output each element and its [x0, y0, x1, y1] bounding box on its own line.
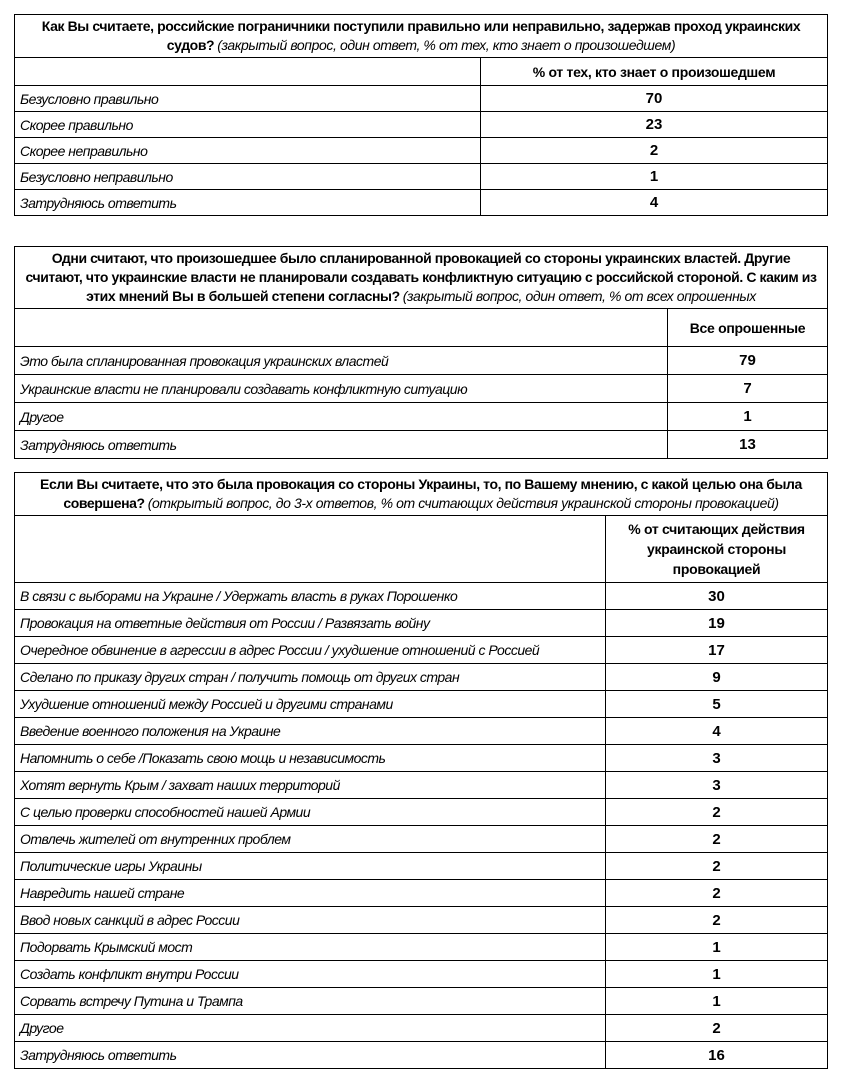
row-label: Затрудняюсь ответить — [15, 1042, 606, 1069]
row-value: 3 — [606, 745, 828, 772]
row-value: 2 — [606, 1015, 828, 1042]
row-value: 1 — [668, 403, 828, 431]
column-header: % от тех, кто знает о произошедшем — [481, 58, 828, 86]
row-label: Напомнить о себе /Показать свою мощь и независимость — [15, 745, 606, 772]
row-label: Очередное обвинение в агрессии в адрес России / ухудшение отношений с Россией — [15, 637, 606, 664]
column-header: Все опрошенные — [668, 309, 828, 347]
row-value: 2 — [481, 138, 828, 164]
question-header-row — [15, 473, 828, 516]
table-row — [15, 610, 828, 637]
question-text: Одни считают, что произошедшее было спланированной провокацией со стороны украинских властей. Другие считают, что украинские власти не планировали создавать конфликтную ситуацию с российской стороной. С каким из этих мнений Вы в большей степени согласны? — [25, 250, 817, 304]
row-label: В связи с выборами на Украине / Удержать власть в руках Порошенко — [15, 583, 606, 610]
question-note: (открытый вопрос, до 3-х ответов, % от считающих действия украинской стороны провокацией) — [147, 495, 779, 511]
row-label: Безусловно правильно — [15, 86, 481, 112]
row-value: 2 — [606, 826, 828, 853]
row-label: Политические игры Украины — [15, 853, 606, 880]
table-body — [15, 583, 828, 1069]
row-label: Отвлечь жителей от внутренних проблем — [15, 826, 606, 853]
table-row — [15, 190, 828, 216]
empty-cell — [15, 58, 481, 86]
empty-cell — [15, 516, 606, 583]
row-label: Другое — [15, 403, 668, 431]
row-label: Другое — [15, 1015, 606, 1042]
question-header-row — [15, 15, 828, 58]
question-text: Как Вы считаете, российские пограничники поступили правильно или неправильно, задержав проход украинских судов? — [41, 18, 801, 53]
row-value: 1 — [606, 934, 828, 961]
row-label: Ухудшение отношений между Россией и другими странами — [15, 691, 606, 718]
table-row — [15, 988, 828, 1015]
empty-cell — [15, 309, 668, 347]
row-value: 1 — [606, 988, 828, 1015]
row-value: 9 — [606, 664, 828, 691]
table-row — [15, 347, 828, 375]
row-label: Сорвать встречу Путина и Трампа — [15, 988, 606, 1015]
table-row — [15, 718, 828, 745]
table-row — [15, 961, 828, 988]
column-header-row — [15, 58, 828, 86]
row-value: 4 — [481, 190, 828, 216]
table-row — [15, 853, 828, 880]
table-row — [15, 664, 828, 691]
table-row — [15, 431, 828, 459]
row-label: Ввод новых санкций в адрес России — [15, 907, 606, 934]
row-label: Это была спланированная провокация украинских властей — [15, 347, 668, 375]
table-row — [15, 164, 828, 190]
table-row — [15, 772, 828, 799]
table-row — [15, 1042, 828, 1069]
table-row — [15, 907, 828, 934]
survey-table-provocation-opinion — [14, 246, 828, 459]
row-label: Введение военного положения на Украине — [15, 718, 606, 745]
row-value: 5 — [606, 691, 828, 718]
row-value: 1 — [481, 164, 828, 190]
table-row — [15, 403, 828, 431]
column-header-row — [15, 309, 828, 347]
row-label: Скорее правильно — [15, 112, 481, 138]
question-header — [15, 473, 828, 516]
row-label: С целью проверки способностей нашей Армии — [15, 799, 606, 826]
row-label: Безусловно неправильно — [15, 164, 481, 190]
table-row — [15, 691, 828, 718]
table-row — [15, 826, 828, 853]
question-text: Если Вы считаете, что это была провокация со стороны Украины, то, по Вашему мнению, с какой целью она была совершена? — [40, 476, 802, 511]
survey-table-border-guards — [14, 14, 828, 216]
question-header — [15, 15, 828, 58]
question-note: (закрытый вопрос, один ответ, % от тех, кто знает о произошедшем) — [217, 37, 676, 53]
row-value: 17 — [606, 637, 828, 664]
table-row — [15, 138, 828, 164]
row-value: 23 — [481, 112, 828, 138]
row-value: 16 — [606, 1042, 828, 1069]
row-value: 2 — [606, 907, 828, 934]
column-header: % от считающих действия украинской стороны провокацией — [606, 516, 828, 583]
table-row — [15, 375, 828, 403]
row-label: Затрудняюсь ответить — [15, 190, 481, 216]
table-row — [15, 112, 828, 138]
table-row — [15, 799, 828, 826]
table-row — [15, 637, 828, 664]
table-row — [15, 1015, 828, 1042]
row-label: Скорее неправильно — [15, 138, 481, 164]
table-row — [15, 745, 828, 772]
row-value: 2 — [606, 799, 828, 826]
question-header — [15, 247, 828, 309]
table-body — [15, 86, 828, 216]
row-label: Провокация на ответные действия от России / Развязать войну — [15, 610, 606, 637]
row-value: 1 — [606, 961, 828, 988]
row-value: 3 — [606, 772, 828, 799]
survey-table-provocation-goals — [14, 472, 828, 1069]
row-label: Украинские власти не планировали создавать конфликтную ситуацию — [15, 375, 668, 403]
table-row — [15, 880, 828, 907]
row-label: Сделано по приказу других стран / получить помощь от других стран — [15, 664, 606, 691]
row-value: 2 — [606, 880, 828, 907]
row-value: 2 — [606, 853, 828, 880]
table-row — [15, 934, 828, 961]
row-value: 79 — [668, 347, 828, 375]
column-header-row — [15, 516, 828, 583]
row-label: Подорвать Крымский мост — [15, 934, 606, 961]
row-value: 7 — [668, 375, 828, 403]
row-label: Хотят вернуть Крым / захват наших территорий — [15, 772, 606, 799]
question-header-row — [15, 247, 828, 309]
row-label: Навредить нашей стране — [15, 880, 606, 907]
question-note: (закрытый вопрос, один ответ, % от всех опрошенных — [402, 288, 756, 304]
row-value: 13 — [668, 431, 828, 459]
table-row — [15, 583, 828, 610]
table-body — [15, 347, 828, 459]
table-row — [15, 86, 828, 112]
row-value: 19 — [606, 610, 828, 637]
row-value: 70 — [481, 86, 828, 112]
row-value: 30 — [606, 583, 828, 610]
row-label: Создать конфликт внутри России — [15, 961, 606, 988]
row-value: 4 — [606, 718, 828, 745]
row-label: Затрудняюсь ответить — [15, 431, 668, 459]
